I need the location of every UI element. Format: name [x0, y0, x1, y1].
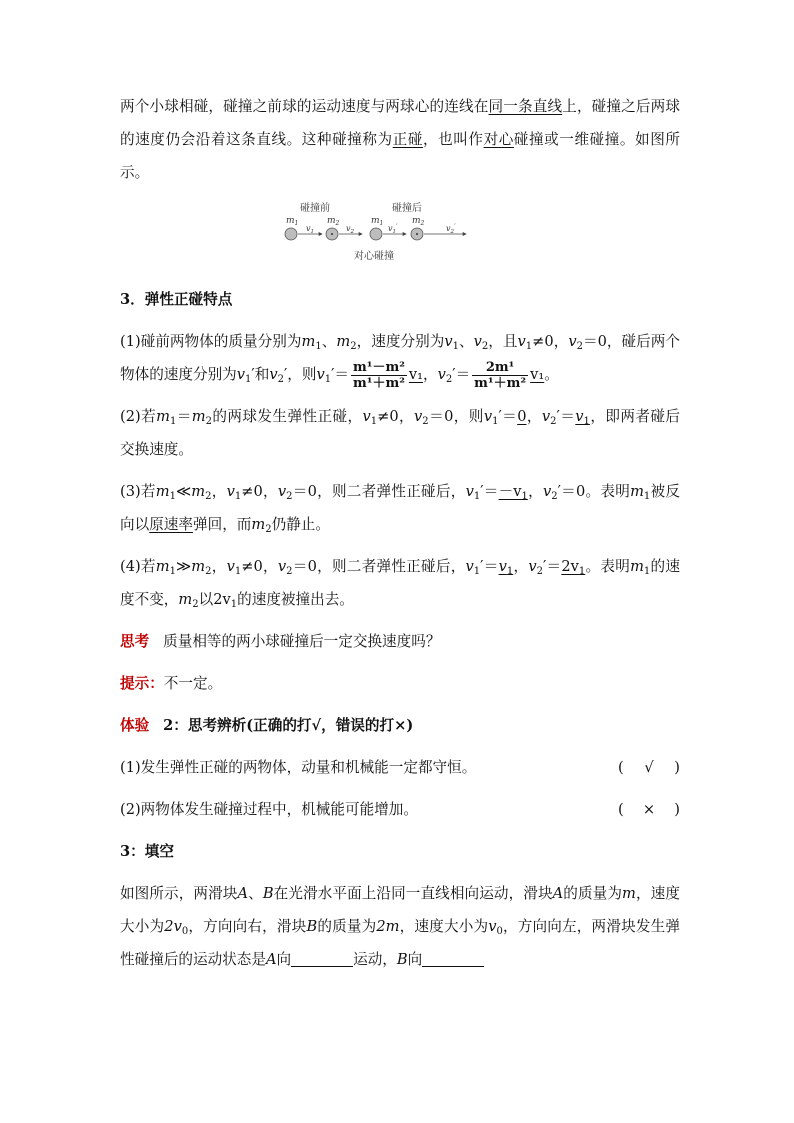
think-question: 思考 质量相等的两小球碰撞后一定交换速度吗？: [120, 633, 441, 650]
answer-blank-a[interactable]: [291, 950, 353, 967]
svg-text:v1: $v_1$: [306, 224, 315, 235]
fill-heading: 3：填空: [120, 843, 174, 860]
judge-answer-1: ( √ ): [618, 759, 680, 776]
item-4: (4)若$m_1≫m_2$，$v_1\ne 0$，$v_2=0$，则二者弹性正碰后，$v_1'=v_1$，$v_2'=2v_1$。表明$m_1$的速度不变，$m_2$以$2v_1$的速度被撞出去。: [120, 558, 680, 610]
think-tag: 思考: [120, 633, 150, 650]
fraction-v1-prime: $\frac{\text{m¹－m²}}{\text{m¹＋m²}}$: [353, 359, 405, 391]
term-central: 对心: [483, 131, 514, 148]
svg-text:v2′: $v_2'$: [446, 223, 456, 235]
document-page: [120, 90, 680, 976]
svg-text:v2: $v_2$: [346, 224, 355, 235]
judge-item-2: (2)两物体发生碰撞过程中，机械能可能增加。 ( × ): [120, 793, 680, 826]
term-same-line: 同一条直线: [488, 98, 563, 115]
experience-tag: 体验: [120, 717, 150, 734]
think-hint: 提示：不一定。: [120, 675, 223, 692]
section-heading-elastic: 3．弹性正碰特点: [120, 291, 233, 308]
term-head-on: 正碰: [392, 131, 423, 148]
collision-figure: [280, 199, 474, 265]
svg-text:v1′: $v_1'$: [388, 223, 398, 235]
item-2: (2)若$m_1=m_2$的两球发生弹性正碰，$v_1\ne 0$，$v_2=0$，则$v_1'=0$，$v_2'=v_1$，即两者碰后交换速度。: [120, 408, 680, 458]
judge-answer-2: ( × ): [618, 801, 680, 818]
ball-m1-before: [285, 228, 297, 240]
svg-text:m1: $m_1$: [371, 216, 384, 227]
svg-text:m1: $m_1$: [286, 216, 299, 227]
intro-paragraph: 两个小球相碰，碰撞之前球的运动速度与两球心的连线在同一条直线上，碰撞之后两球的速度仍会沿着这条直线。这种碰撞称为正碰，也叫作对心碰撞或一维碰撞。如图所示。: [120, 98, 680, 181]
answer-blank-b[interactable]: [422, 950, 484, 967]
collision-diagram: [280, 199, 474, 265]
svg-text:m2: $m_2$: [327, 216, 340, 227]
item-1: (1)碰前两物体的质量分别为$m_1$、$m_2$，速度分别为$v_1$、$v_2$，且$v_1\ne 0$，$v_2=0$，碰后两个物体的速度分别为$v_1'$和$v_2'$，则$v_1'=$ $\frac{\text{m¹－m²}}{\text{m¹＋m²}}$ v₁，$v_2'=$ $\frac{\text{2m¹}}{\text{m¹＋m²}}$ v₁。: [120, 333, 680, 391]
figure-caption: 对心碰撞: [354, 251, 394, 262]
fill-paragraph: 如图所示，两滑块A、B在光滑水平面上沿同一直线相向运动，滑块A的质量为m，速度大小为$2v_0$，方向向右，滑块B的质量为2m，速度大小为$v_0$，方向向左，两滑块发生弹性碰撞后的运动状态是A向 运动，B向: [120, 885, 680, 968]
svg-text:m2: $m_2$: [412, 216, 425, 227]
judge-item-1: (1)发生弹性正碰的两物体，动量和机械能一定都守恒。 ( √ ): [120, 751, 680, 784]
label-before: 碰撞前: [300, 203, 330, 214]
label-after: 碰撞后: [392, 203, 422, 214]
item-3: (3)若$m_1≪m_2$，$v_1\ne 0$，$v_2=0$，则二者弹性正碰后，$v_1'=-v_1$，$v_2'=0$。表明$m_1$被反向以原速率弹回，而$m_2$仍静止。: [120, 483, 680, 535]
ball-m1-after: [370, 228, 382, 240]
experience-heading: 体验 2：思考辨析(正确的打√，错误的打×): [120, 717, 414, 734]
fraction-v2-prime: $\frac{\text{2m¹}}{\text{m¹＋m²}}$: [474, 359, 527, 391]
